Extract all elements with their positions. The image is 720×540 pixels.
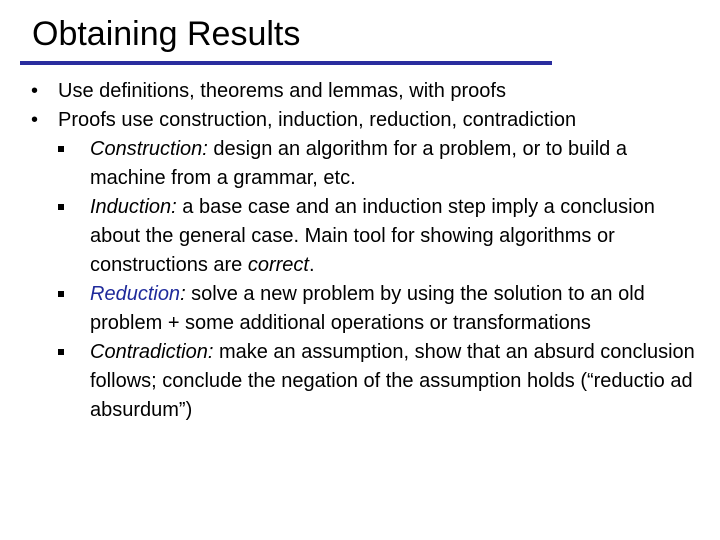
term-contradiction: Contradiction: (90, 341, 214, 363)
subbullet-induction (90, 193, 695, 280)
emphasis-correct: correct (247, 254, 309, 276)
bullet-dot-icon: • (31, 80, 39, 102)
bullet-item (0, 106, 720, 135)
slide-title: Obtaining Results (32, 15, 301, 53)
square-bullet-icon (58, 349, 64, 355)
subbullet-contradiction (90, 338, 695, 425)
subbullet-text: design an algorithm for a problem, or to build a machine from a grammar, etc. (90, 138, 627, 189)
square-bullet-icon (58, 204, 64, 210)
bullet-item (0, 77, 720, 106)
subbullet-text: a base case and an induction step imply a conclusion about the general case. Main tool for showing algorithms or constructions are (90, 196, 655, 276)
square-bullet-icon (58, 291, 64, 297)
subbullet-text: make an assumption, show that an absurd conclusion follows; conclude the negation of the assumption holds (“reductio ad absurdum”) (90, 341, 695, 421)
term-suffix: : (180, 283, 186, 305)
title-underline (20, 61, 552, 65)
bullet-text: Proofs use construction, induction, reduction, contradiction (58, 109, 577, 131)
bullet-list (0, 77, 720, 425)
bullet-dot-icon: • (31, 109, 39, 131)
subbullet-text: solve a new problem by using the solution to an old problem + some additional operations or transformations (90, 283, 645, 334)
term-construction: Construction: (90, 138, 208, 160)
square-bullet-icon (58, 146, 64, 152)
term-reduction: Reduction (90, 283, 181, 305)
subbullet-construction (90, 135, 695, 193)
subbullet-tail: . (308, 254, 315, 276)
subbullet-reduction (90, 280, 695, 338)
term-induction: Induction: (90, 196, 177, 218)
bullet-text: Use definitions, theorems and lemmas, with proofs (58, 80, 506, 102)
